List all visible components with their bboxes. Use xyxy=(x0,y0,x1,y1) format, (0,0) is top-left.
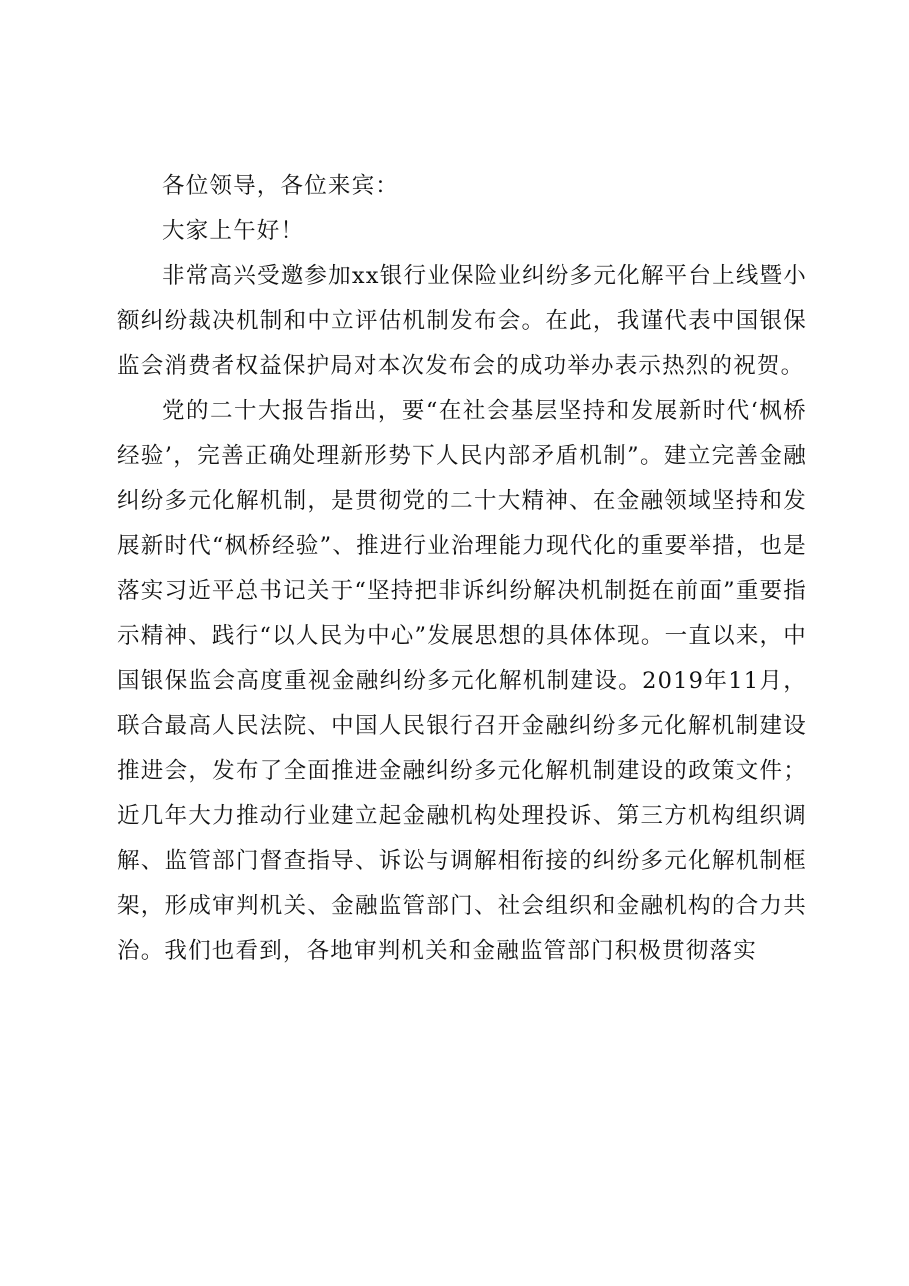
paragraph-opening: 非常高兴受邀参加xx银行业保险业纠纷多元化解平台上线暨小额纠纷裁决机制和中立评估机制发布会。在此，我谨代表中国银保监会消费者权益保护局对本次发布会的成功举办表示热烈的祝贺。 xyxy=(117,263,807,379)
salutation-line: 大家上午好！ xyxy=(162,218,305,244)
greeting-line: 各位领导，各位来宾： xyxy=(162,173,400,199)
document-body xyxy=(117,164,807,974)
paragraph-body: 党的二十大报告指出，要“在社会基层坚持和发展新时代‘枫桥经验’，完善正确处理新形势下人民内部矛盾机制”。建立完善金融纠纷多元化解机制，是贯彻党的二十大精神、在金融领域坚持和发展新时代“枫桥经验”、推进行业治理能力现代化的重要举措，也是落实习近平总书记关于“坚持把非诉纠纷解决机制挺在前面”重要指示精神、践行“以人民为中心”发展思想的具体体现。一直以来，中国银保监会高度重视金融纠纷多元化解机制建设。2019年11月，联合最高人民法院、中国人民银行召开金融纠纷多元化解机制建设推进会，发布了全面推进金融纠纷多元化解机制建设的政策文件；近几年大力推动行业建立起金融机构处理投诉、第三方机构组织调解、监管部门督查指导、诉讼与调解相衔接的纠纷多元化解机制框架，形成审判机关、金融监管部门、社会组织和金融机构的合力共治。我们也看到，各地审判机关和金融监管部门积极贯彻落实 xyxy=(117,398,807,964)
